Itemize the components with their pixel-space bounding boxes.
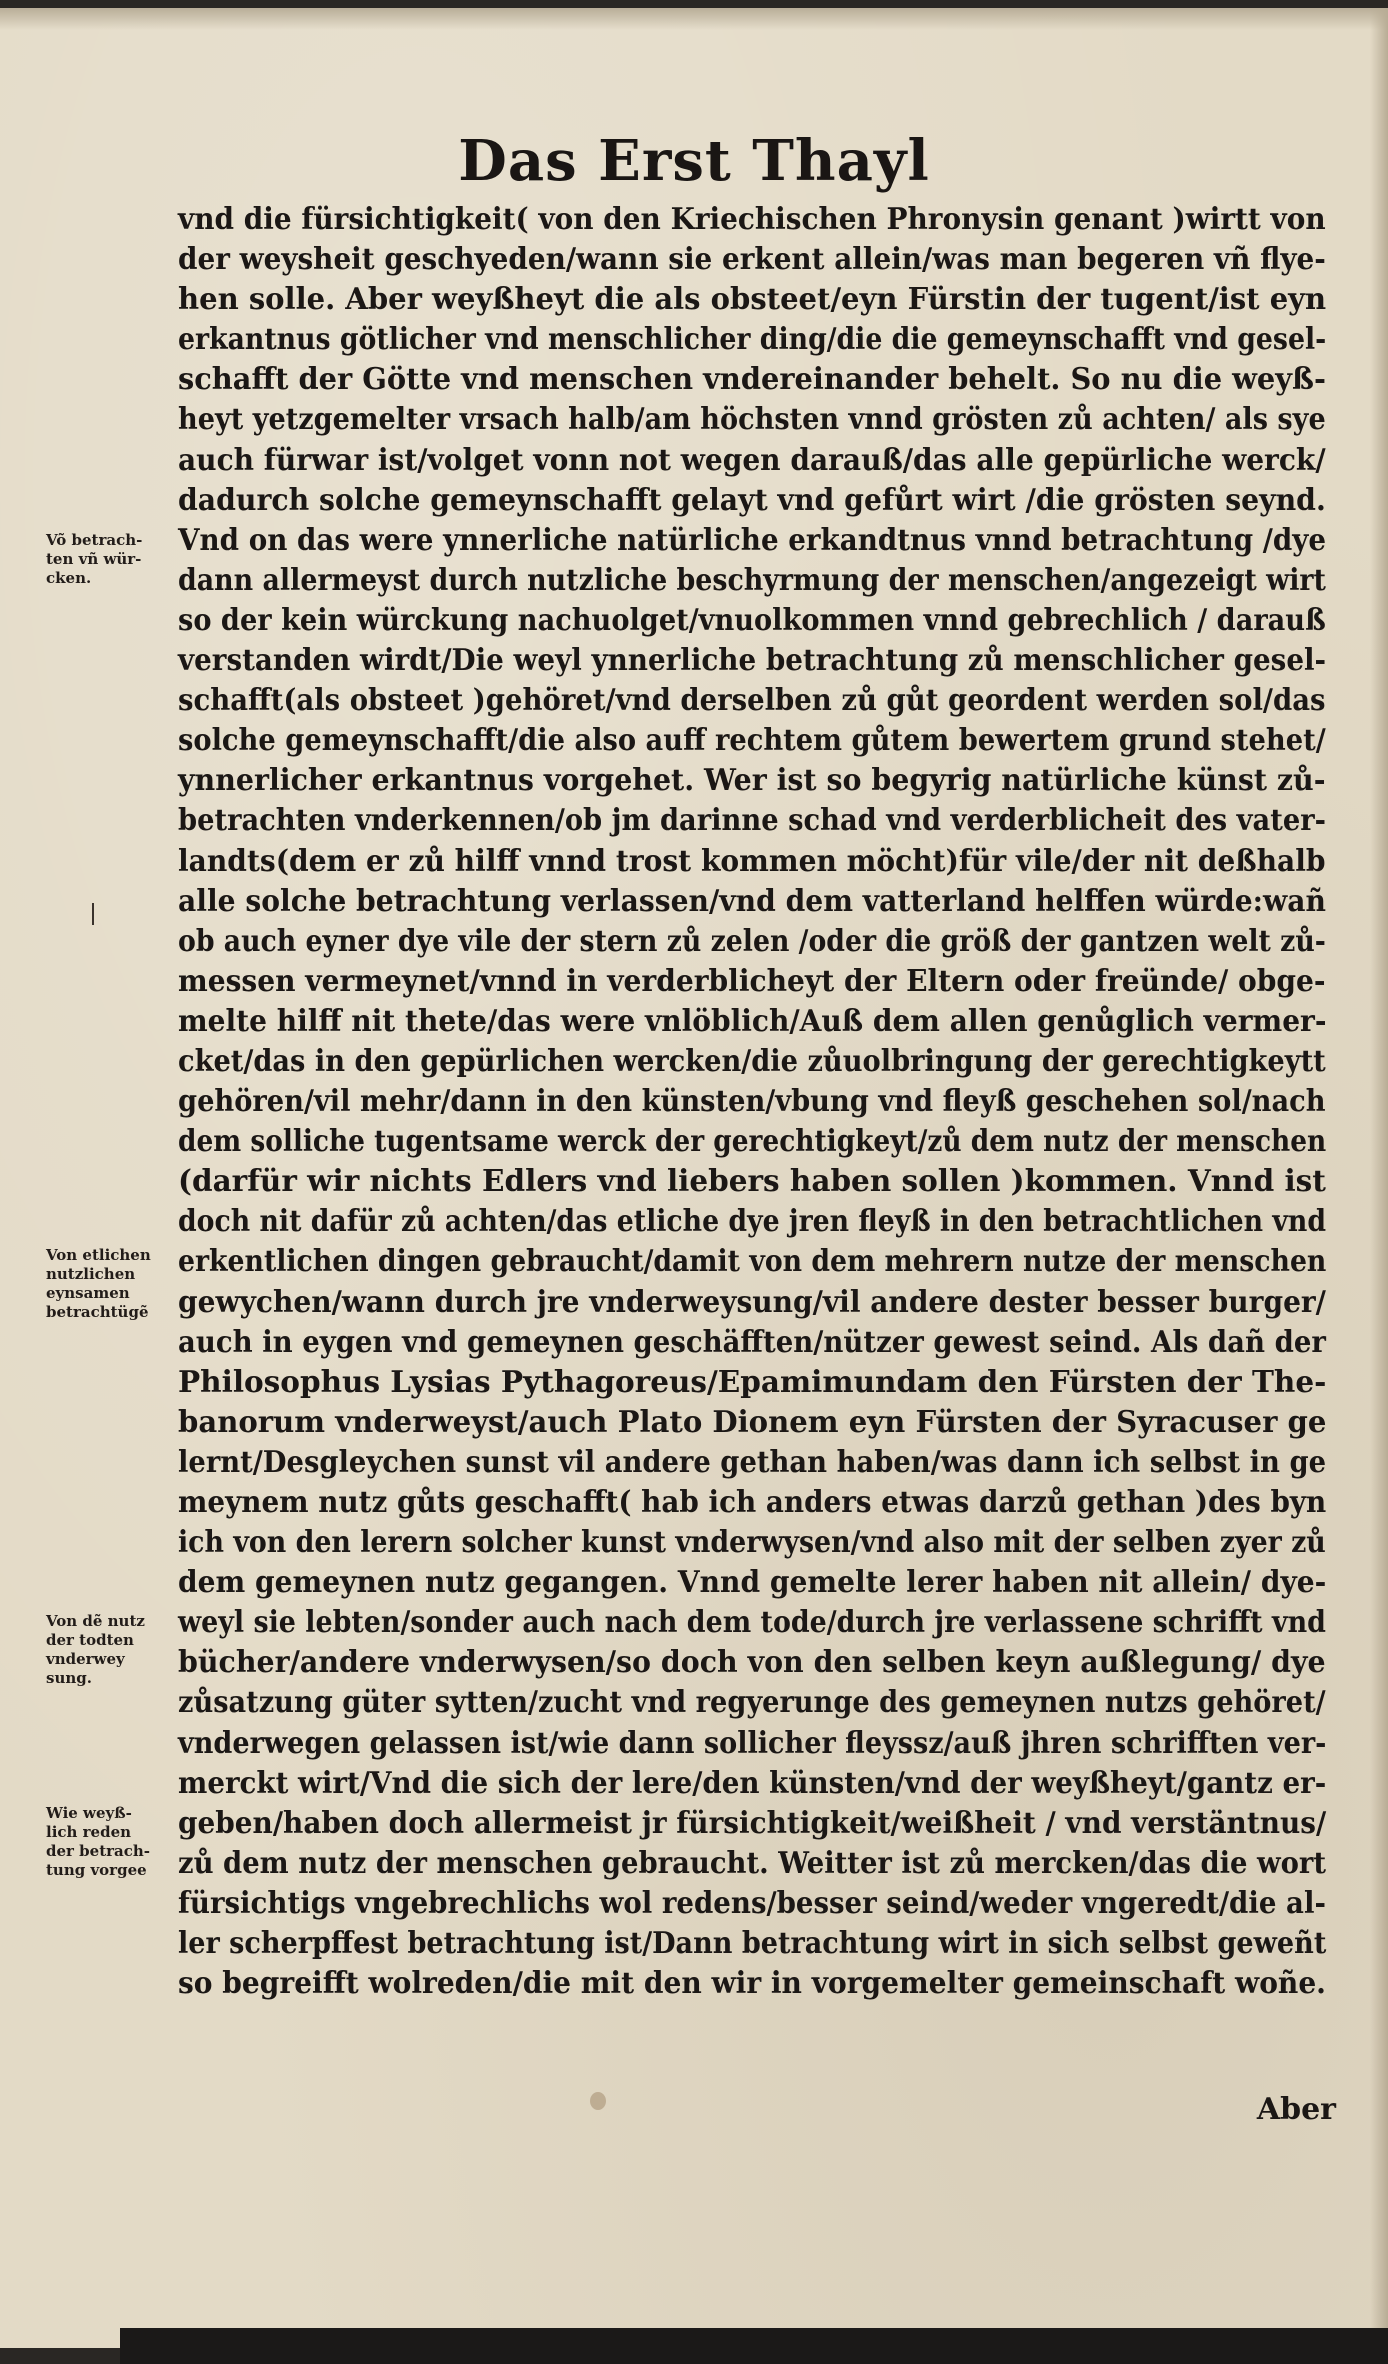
text-line: Vnd on das were ynnerliche natürliche erkandtnus vnnd betrachtung /dye (178, 522, 1327, 558)
text-line: Philosophus Lysias Pythagoreus/Epamimundam den Fürsten der The- (178, 1364, 1327, 1400)
margin-note-line: Wie weyß- (46, 1804, 132, 1822)
text-line: ler scherpffest betrachtung ist/Dann betrachtung wirt in sich selbst geweñt (178, 1926, 1327, 1962)
text-line: zůsatzung güter sytten/zucht vnd regyerunge des gemeynen nutzs gehöret/ (178, 1685, 1326, 1721)
text-line: geben/haben doch allermeist jr fürsichtigkeit/weißheit / vnd verstäntnus/ (178, 1805, 1327, 1841)
margin-note-line: tung vorgee (46, 1861, 147, 1879)
book-page (0, 8, 1388, 2348)
text-line: gehören/vil mehr/dann in den künsten/vbung vnd fleyß geschehen sol/nach (178, 1084, 1326, 1120)
text-line: doch nit dafür zů achten/das etliche dye jren fleyß in den betrachtlichen vnd (178, 1204, 1327, 1240)
text-line: auch in eygen vnd gemeynen geschäfften/nützer gewest seind. Als dañ der (178, 1324, 1326, 1360)
catchword: Aber (1256, 2092, 1336, 2127)
body-text (178, 200, 1326, 2004)
margin-note-line: sung. (46, 1669, 92, 1687)
text-line: dann allermeyst durch nutzliche beschyrmung der menschen/angezeigt wirt (178, 562, 1326, 598)
margin-note-4 (46, 1804, 174, 1880)
margin-note-line: cken. (46, 569, 92, 587)
text-line: vnd die fürsichtigkeit( von den Kriechischen Phronysin genant )wirtt von (178, 202, 1326, 237)
margin-note-line: eynsamen (46, 1284, 130, 1302)
text-line: dadurch solche gemeynschafft gelayt vnd gefůrt wirt /die grösten seynd. (178, 482, 1326, 518)
margin-note-line: ten vñ wür- (46, 550, 142, 568)
margin-note-line: Von dẽ nutz (46, 1612, 145, 1630)
margin-note-3 (46, 1612, 174, 1688)
text-line: betrachten vnderkennen/ob jm darinne schad vnd verderblicheit des vater- (178, 803, 1326, 839)
text-line: ynnerlicher erkantnus vorgehet. Wer ist so begyrig natürliche künst zů- (178, 763, 1326, 799)
margin-note-line: der todten (46, 1631, 134, 1649)
text-line: dem solliche tugentsame werck der gerechtigkeyt/zů dem nutz der menschen (178, 1124, 1327, 1160)
margin-note-1 (46, 531, 174, 588)
margin-note-line: Võ betrach- (46, 531, 143, 549)
text-line: lernt/Desgleychen sunst vil andere gethan haben/was dann ich selbst in ge (178, 1444, 1327, 1480)
text-line: heyt yetzgemelter vrsach halb/am höchsten vnnd grösten zů achten/ als sye (178, 402, 1326, 438)
text-line: melte hilff nit thete/das were vnlöblich/Auß dem allen genůglich vermer- (178, 1003, 1327, 1039)
margin-note-2 (46, 1246, 174, 1322)
text-line: fürsichtigs vngebrechlichs wol redens/besser seind/weder vngeredt/die al- (178, 1885, 1326, 1921)
text-line: so der kein würckung nachuolget/vnuolkommen vnnd gebrechlich / darauß (178, 602, 1326, 638)
text-line: banorum vnderweyst/auch Plato Dionem eyn Fürsten der Syracuser ge (178, 1404, 1327, 1440)
text-line: ob auch eyner dye vile der stern zů zelen /oder die größ der gantzen welt zů- (178, 923, 1326, 959)
margin-note-line: nutzlichen (46, 1265, 136, 1283)
text-line: hen solle. Aber weyßheyt die als obsteet/eyn Fürstin der tugent/ist eyn (178, 282, 1327, 318)
text-line: ich von den lerern solcher kunst vnderwysen/vnd also mit der selben zyer zů (178, 1525, 1326, 1561)
page-right-edge-shadow (1370, 8, 1388, 2348)
text-line: so begreifft wolreden/die mit den wir in vorgemelter gemeinschaft woñe. (178, 1966, 1326, 2002)
text-line: gewychen/wann durch jre vnderweysung/vil andere dester besser burger/ (178, 1284, 1326, 1320)
text-line: meynem nutz gůts geschafft( hab ich anders etwas darzů gethan )des byn (178, 1485, 1327, 1520)
text-line: der weysheit geschyeden/wann sie erkent allein/was man begeren vñ flye- (178, 242, 1326, 278)
text-line: messen vermeynet/vnnd in verderblicheyt der Eltern oder freünde/ obge- (178, 963, 1326, 999)
text-line: alle solche betrachtung verlassen/vnd dem vatterland helffen würde:wañ (178, 883, 1327, 919)
text-line: schafft der Götte vnd menschen vndereinander behelt. So nu die weyß- (178, 362, 1326, 398)
text-line: verstanden wirdt/Die weyl ynnerliche betrachtung zů menschlicher gesel- (178, 643, 1327, 679)
margin-note-line: lich reden (46, 1823, 132, 1841)
margin-note-line: betrachtügẽ (46, 1303, 149, 1321)
text-line: weyl sie lebten/sonder auch nach dem tode/durch jre verlassene schrifft vnd (178, 1605, 1326, 1641)
text-line: dem gemeynen nutz gegangen. Vnnd gemelte lerer haben nit allein/ dye- (178, 1565, 1327, 1601)
text-line: merckt wirt/Vnd die sich der lere/den künsten/vnd der weyßheyt/gantz er- (178, 1765, 1327, 1801)
text-line: (darfür wir nichts Edlers vnd liebers haben sollen )kommen. Vnnd ist (178, 1164, 1326, 1200)
text-line: zů dem nutz der menschen gebraucht. Weitter ist zů mercken/das die wort (178, 1845, 1327, 1881)
margin-note-line: Von etlichen (46, 1246, 151, 1264)
text-line: solche gemeynschafft/die also auff rechtem gůtem bewertem grund stehet/ (178, 723, 1326, 759)
page-top-shadow (0, 8, 1388, 30)
scan-bottom-edge (120, 2328, 1388, 2364)
text-line: bücher/andere vnderwysen/so doch von den selben keyn außlegung/ dye (178, 1645, 1326, 1681)
text-line: cket/das in den gepürlichen wercken/die zůuolbringung der gerechtigkeytt (178, 1043, 1326, 1079)
text-line: landts(dem er zů hilff vnnd trost kommen möcht)für vile/der nit deßhalb (178, 843, 1326, 879)
margin-mark (92, 903, 94, 925)
text-line: vnderwegen gelassen ist/wie dann sollicher fleyssz/auß jhren schrifften ver- (178, 1725, 1327, 1761)
paper-stain (590, 2092, 606, 2110)
text-line: erkentlichen dingen gebraucht/damit von dem mehrern nutze der menschen (178, 1244, 1327, 1280)
margin-note-line: der betrach- (46, 1842, 151, 1860)
running-head: Das Erst Thayl (458, 128, 930, 194)
text-line: schafft(als obsteet )gehöret/vnd derselben zů gůt geordent werden sol/das (178, 683, 1326, 719)
margin-note-line: vnderwey (46, 1650, 125, 1668)
text-line: erkantnus götlicher vnd menschlicher ding/die die gemeynschafft vnd gesel- (178, 322, 1327, 358)
text-line: auch fürwar ist/volget vonn not wegen darauß/das alle gepürliche werck/ (178, 442, 1326, 478)
